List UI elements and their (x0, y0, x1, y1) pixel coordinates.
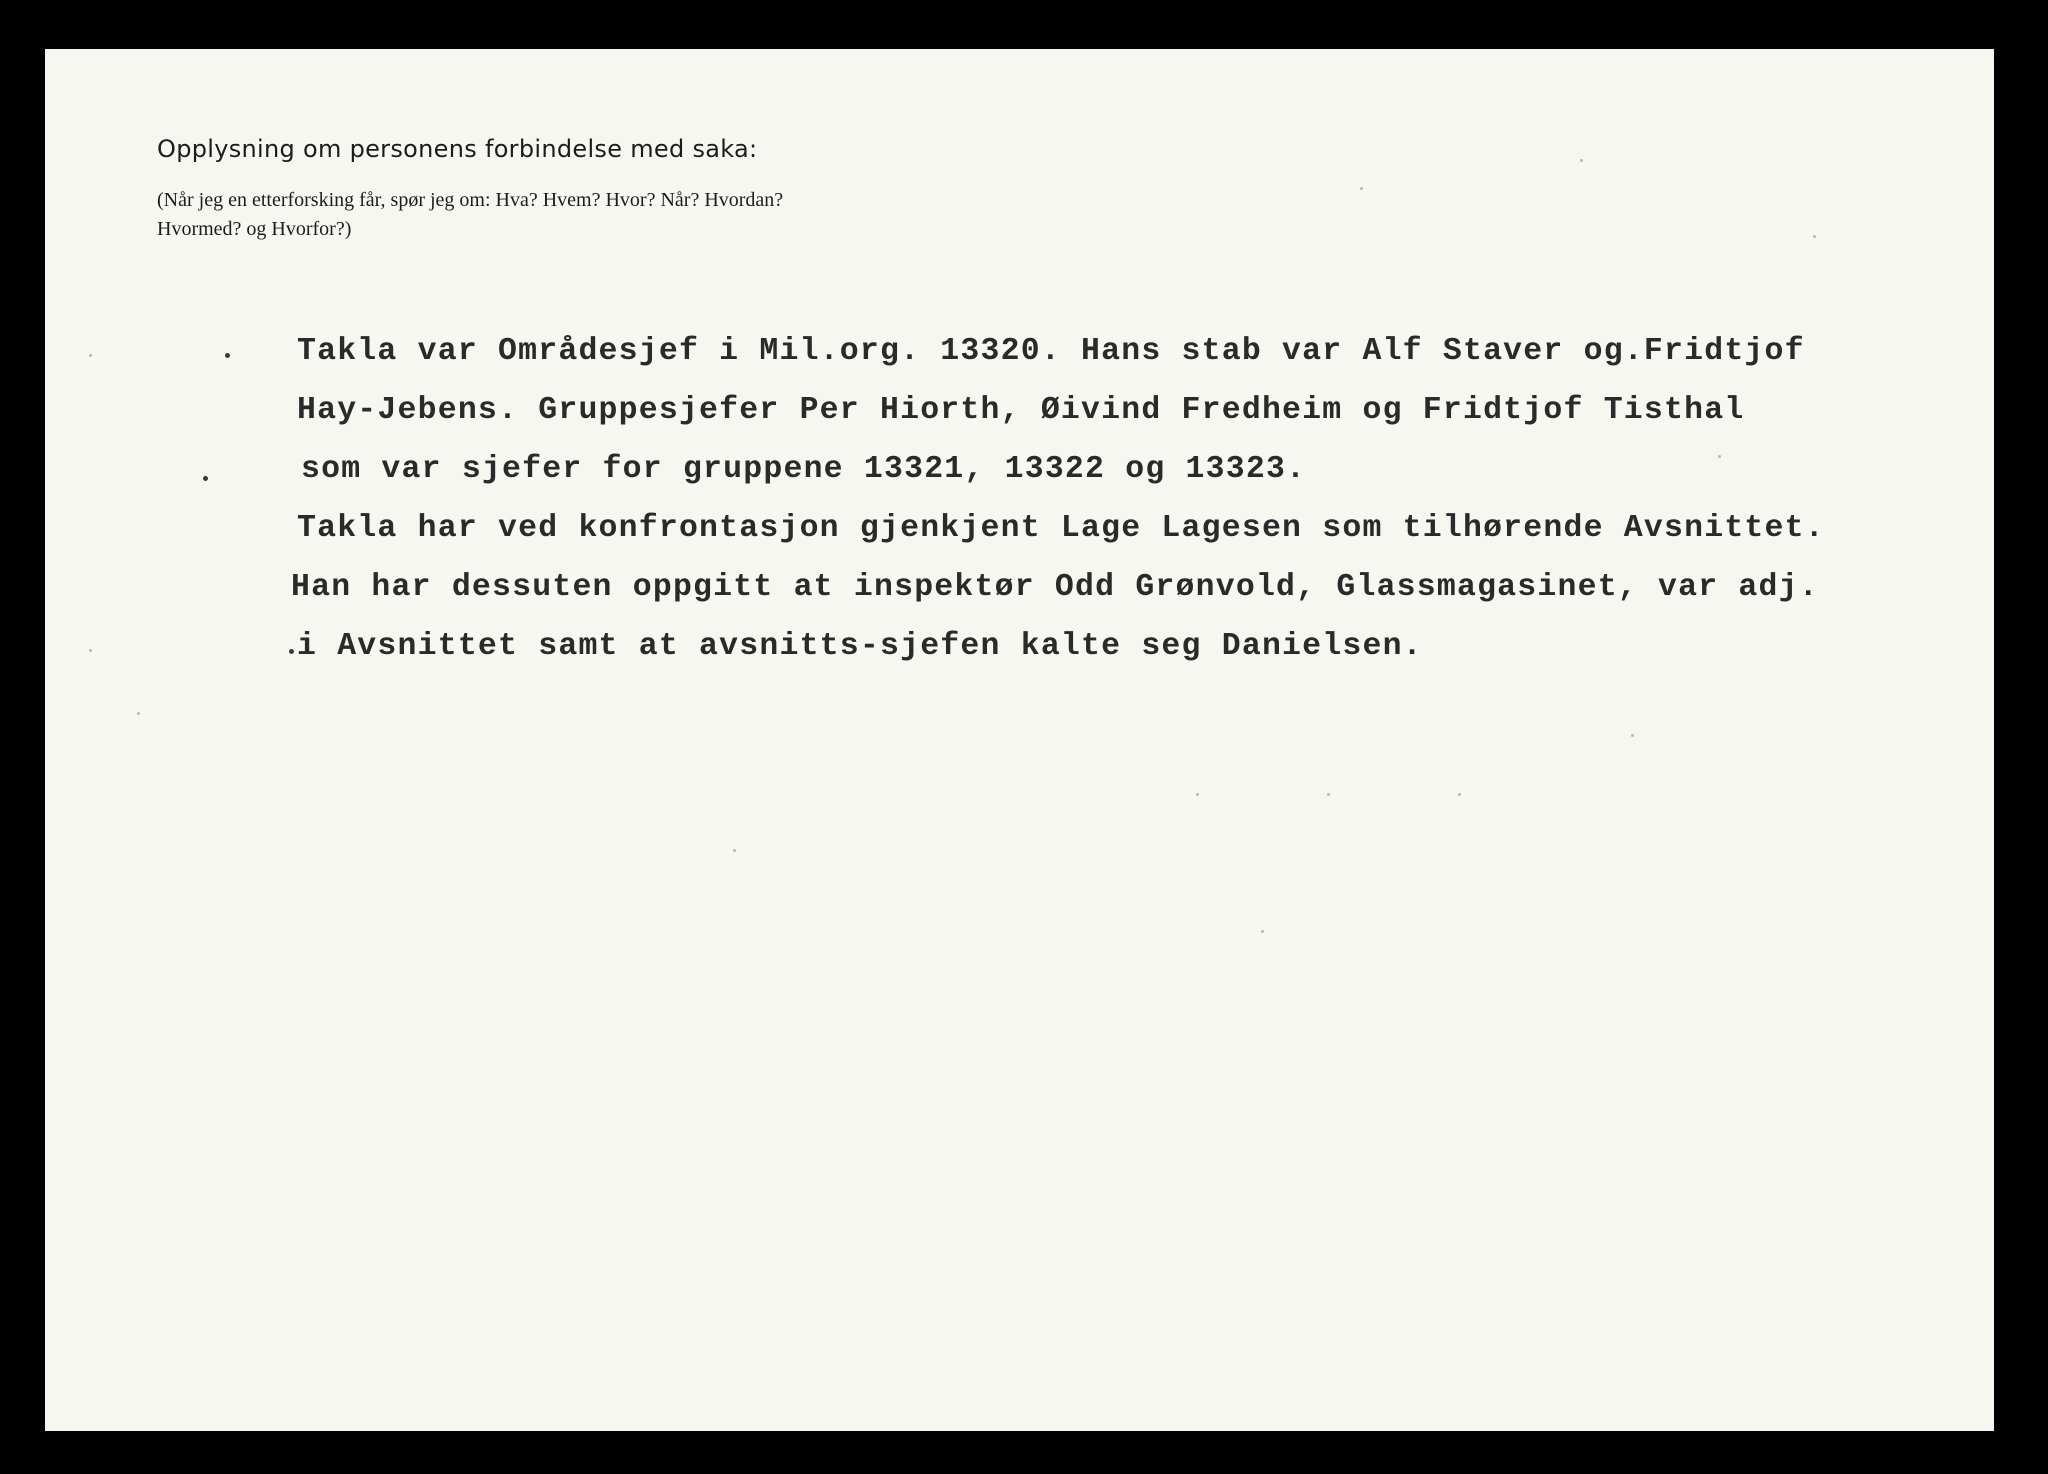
paper-speck (1813, 235, 1816, 238)
margin-dot (289, 649, 294, 654)
statement-line-6: i Avsnittet samt at avsnitts-sjefen kalte seg Danielsen. (297, 629, 1423, 664)
paper-speck (1196, 793, 1199, 796)
statement-line-2: Hay-Jebens. Gruppesjefer Per Hiorth, Øivind Fredheim og Fridtjof Tisthal (297, 393, 1745, 428)
form-hint-line-2: Hvormed? og Hvorfor?) (157, 218, 352, 240)
statement-line-1: Takla var Områdesjef i Mil.org. 13320. Hans stab var Alf Staver og.Fridtjof (297, 334, 1805, 369)
margin-dot (225, 353, 230, 358)
margin-dot (203, 476, 208, 481)
paper-speck (1327, 793, 1330, 796)
paper-speck (1261, 930, 1264, 933)
paper-speck (1718, 455, 1721, 458)
statement-line-3: som var sjefer for gruppene 13321, 13322 og 13323. (301, 452, 1307, 487)
paper-speck (1631, 734, 1634, 737)
paper-speck (1580, 159, 1583, 162)
form-hint-line-1: (Når jeg en etterforsking får, spør jeg om: Hva? Hvem? Hvor? Når? Hvordan? (157, 189, 784, 211)
form-heading: Opplysning om personens forbindelse med saka: (157, 135, 758, 163)
index-card (45, 49, 1994, 1431)
paper-speck (1458, 793, 1461, 796)
paper-speck (89, 649, 92, 652)
statement-line-5: Han har dessuten oppgitt at inspektør Odd Grønvold, Glassmagasinet, var adj. (291, 570, 1819, 605)
paper-speck (89, 354, 92, 357)
form-hint (157, 186, 783, 244)
statement-line-4: Takla har ved konfrontasjon gjenkjent Lage Lagesen som tilhørende Avsnittet. (297, 511, 1825, 546)
paper-speck (137, 712, 140, 715)
paper-speck (1360, 187, 1363, 190)
paper-speck (733, 849, 736, 852)
